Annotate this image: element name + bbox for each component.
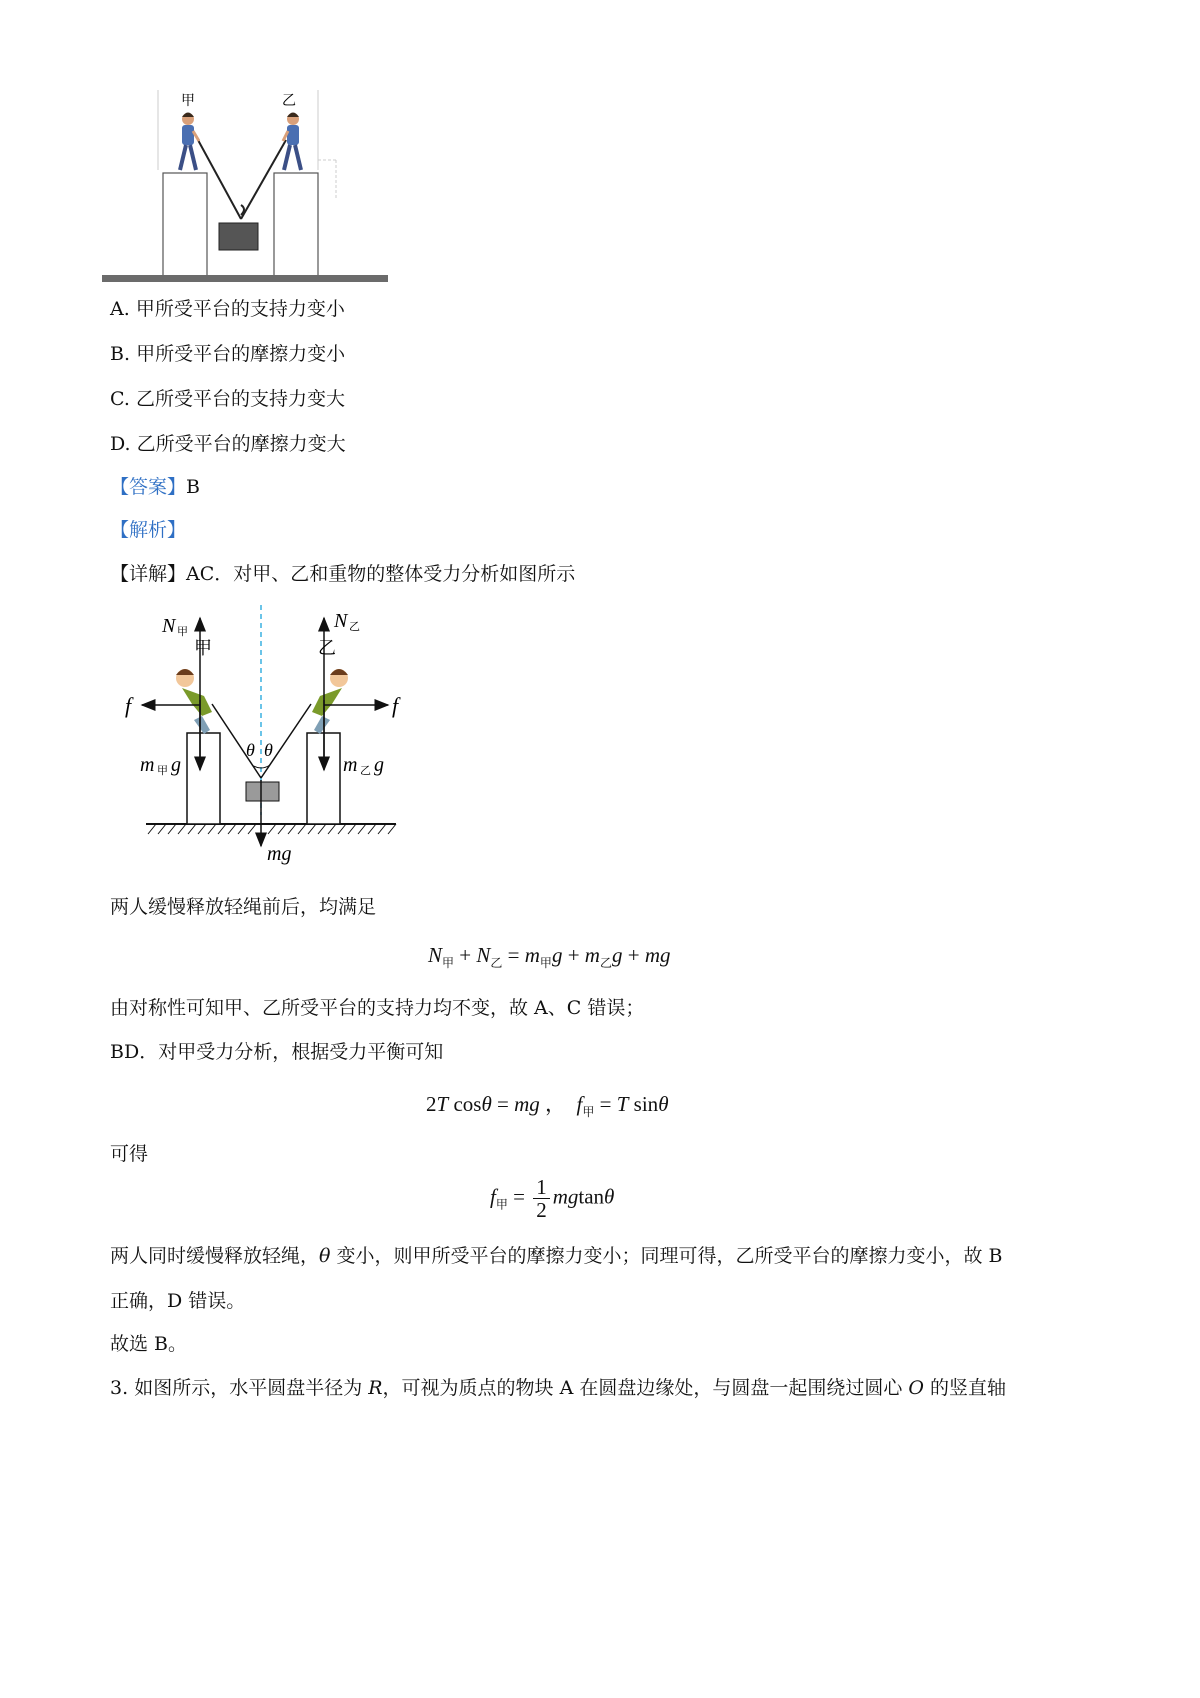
- option-c: C. 乙所受平台的支持力变大: [110, 388, 345, 410]
- label-theta-left: θ: [246, 740, 255, 760]
- option-d: D. 乙所受平台的摩擦力变大: [110, 433, 346, 455]
- svg-text:g: g: [374, 754, 384, 776]
- detail-line: 【详解】AC．对甲、乙和重物的整体受力分析如图所示: [110, 563, 576, 585]
- label-m-yi-g: m: [343, 754, 358, 776]
- label-yi: 乙: [318, 638, 336, 658]
- answer-line: [110, 474, 200, 500]
- svg-text:乙: 乙: [360, 765, 371, 777]
- answer-tag: 【答案】: [110, 476, 187, 498]
- equation-2: 2T cosθ = mg ， $f_甲 = T$ sinθ: [426, 1092, 669, 1119]
- figure-1: [100, 85, 400, 310]
- analysis-line: [110, 517, 186, 543]
- equation-1: $N_甲 + N_乙 = m_甲g + m_乙g$ + mg: [428, 943, 671, 970]
- label-jia: 甲: [194, 638, 212, 658]
- answer-value: B: [186, 476, 200, 498]
- label-theta-right: θ: [264, 740, 273, 760]
- figure-2-force-diagram: [112, 600, 412, 868]
- equation-3: $f_甲$ = $\frac{1}{2}$ mgtanθ: [490, 1175, 615, 1222]
- label-N-yi: N: [334, 610, 348, 632]
- text-5: 两人同时缓慢释放轻绳，θ 变小，则甲所受平台的摩擦力变小；同理可得，乙所受平台的摩擦力变小，故 B: [110, 1245, 1003, 1267]
- svg-text:甲: 甲: [177, 626, 188, 638]
- svg-text:g: g: [171, 754, 181, 776]
- option-a: A. 甲所受平台的支持力变小: [110, 298, 345, 320]
- text-3: BD．对甲受力分析，根据受力平衡可知: [110, 1041, 444, 1063]
- svg-text:乙: 乙: [349, 621, 360, 633]
- fig1-label-jia: 甲: [181, 94, 195, 109]
- text-6: 正确，D 错误。: [110, 1290, 246, 1312]
- label-f-left: f: [125, 693, 132, 718]
- text-7: 故选 B。: [110, 1333, 188, 1355]
- label-mg: mg: [267, 843, 292, 865]
- text-2: 由对称性可知甲、乙所受平台的支持力均不变，故 A、C 错误；: [110, 997, 645, 1019]
- fig1-label-yi: 乙: [282, 94, 296, 109]
- label-m-jia-g: m: [140, 754, 155, 776]
- label-f-right: f: [392, 693, 399, 718]
- question-3: 3. 如图所示，水平圆盘半径为 R，可视为质点的物块 A 在圆盘边缘处，与圆盘一起围绕过圆心 O 的竖直轴: [110, 1377, 1007, 1399]
- person-jia-icon: [176, 669, 212, 734]
- svg-text:甲: 甲: [157, 765, 168, 777]
- person-yi-icon: [312, 669, 348, 734]
- detail-tag: 【详解】: [110, 563, 187, 585]
- text-4: 可得: [110, 1143, 149, 1165]
- option-b: B. 甲所受平台的摩擦力变小: [110, 343, 346, 365]
- text-1: 两人缓慢释放轻绳前后，均满足: [110, 896, 377, 918]
- analysis-tag: 【解析】: [110, 519, 187, 541]
- person-jia-icon: [180, 113, 199, 171]
- label-N-jia: N: [162, 615, 176, 637]
